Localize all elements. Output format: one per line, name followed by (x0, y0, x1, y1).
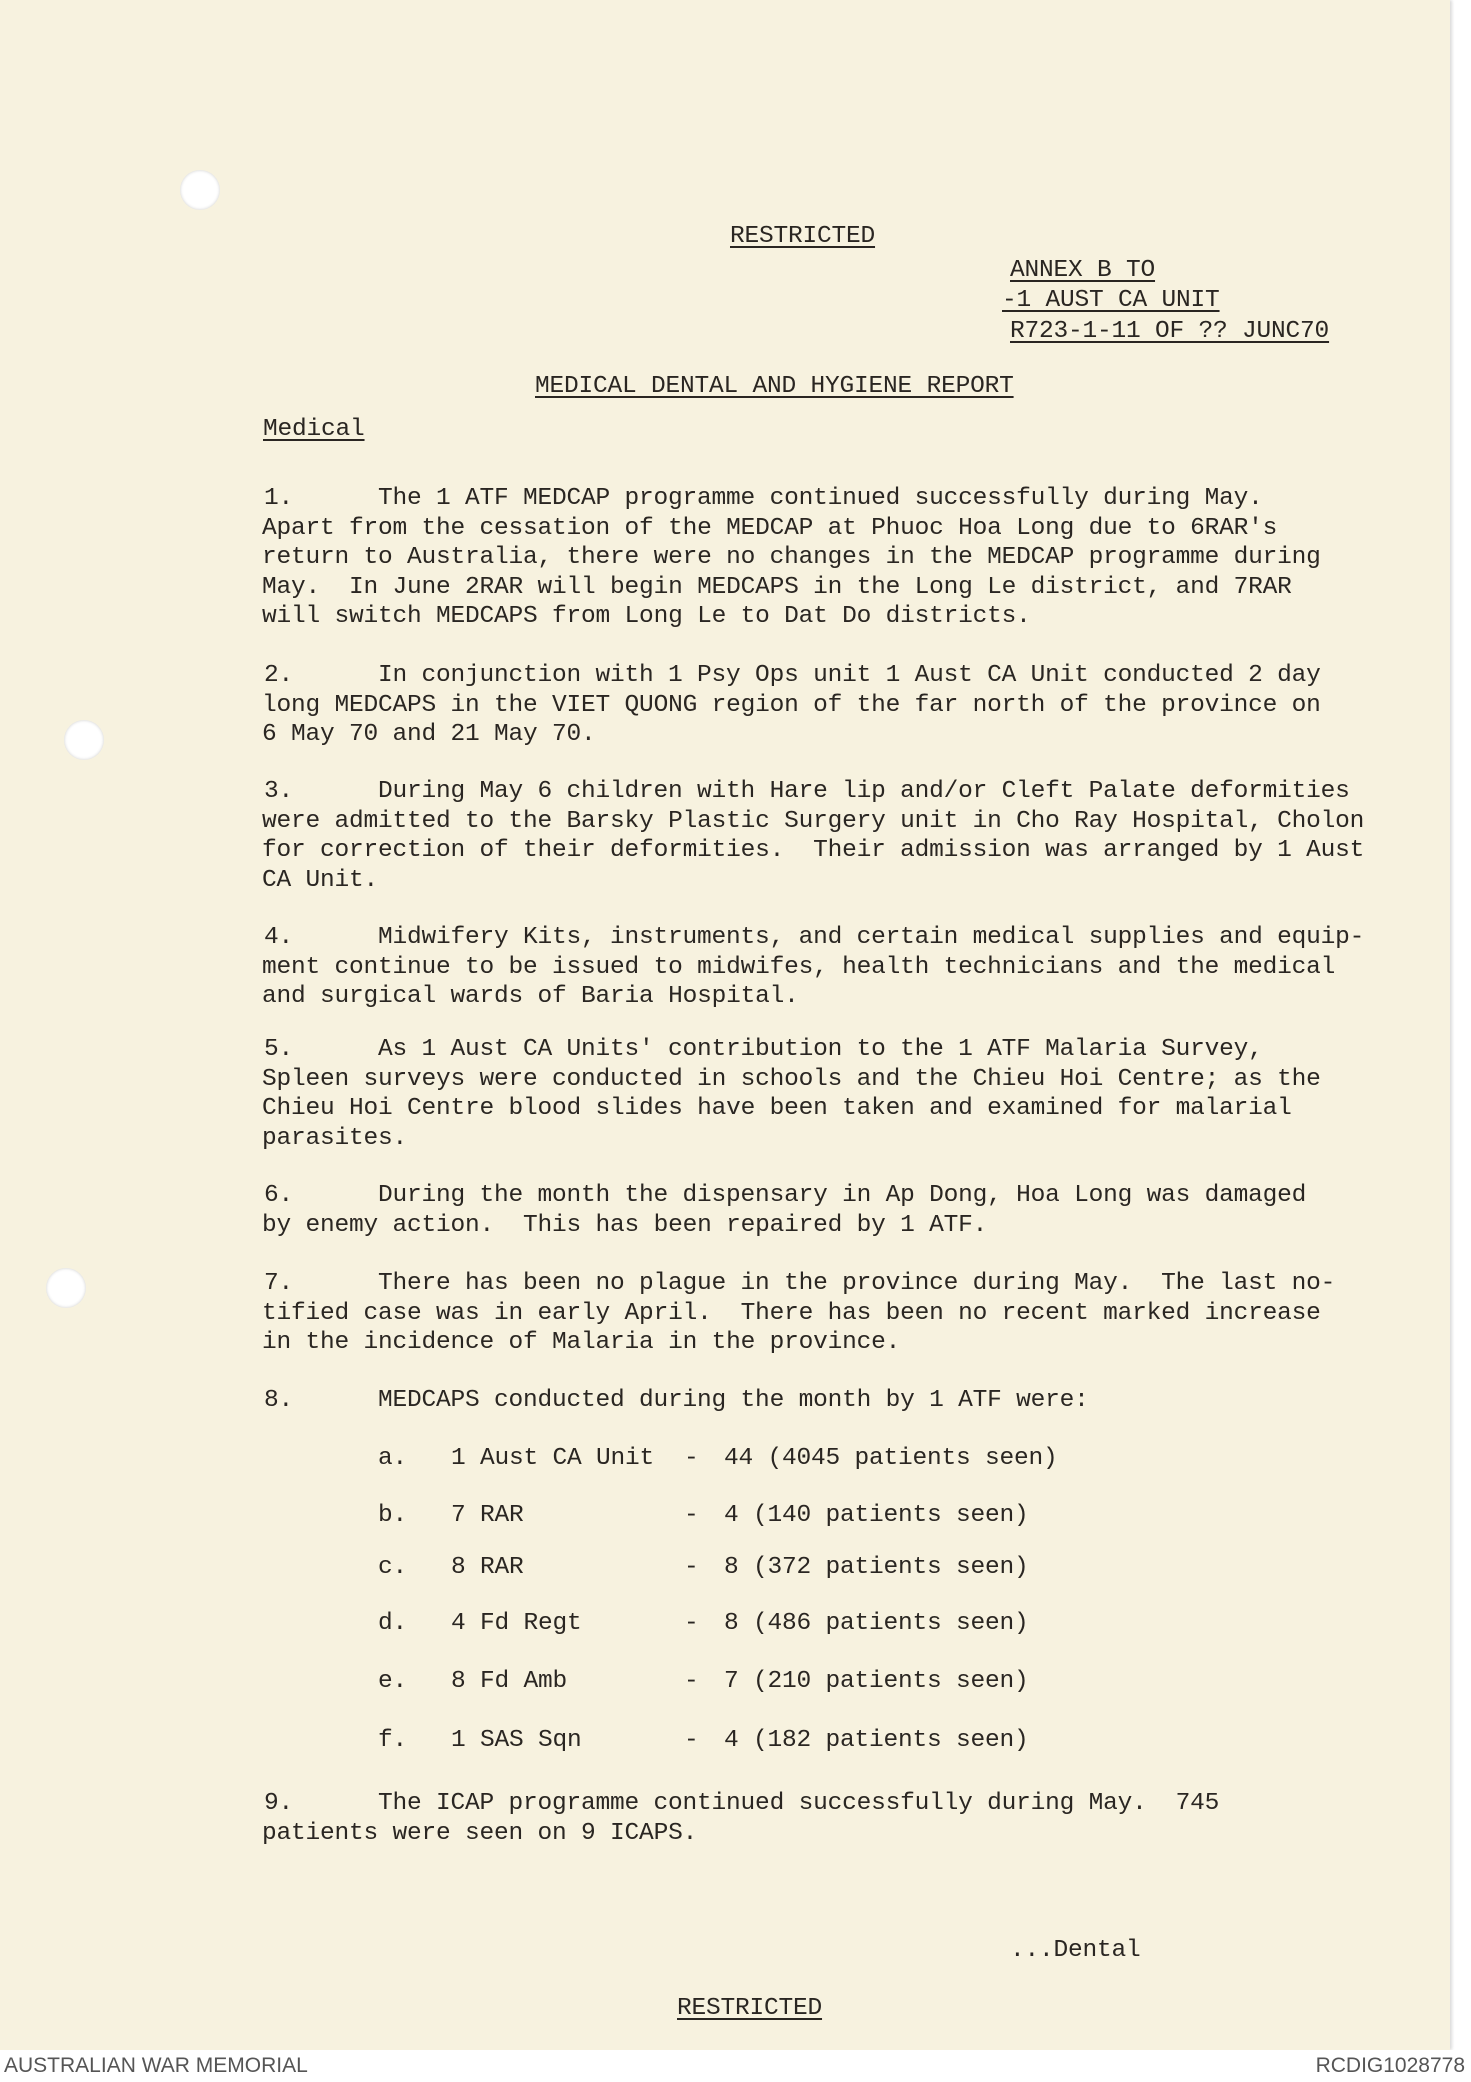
report-title: MEDICAL DENTAL AND HYGIENE REPORT (535, 373, 1014, 400)
separator-dash: - (684, 1610, 699, 1637)
paragraph-number: 7. (264, 1270, 294, 1297)
medcap-count: 44 (4045 patients seen) (724, 1445, 1058, 1472)
separator-dash: - (684, 1727, 699, 1754)
paragraph-number: 4. (264, 924, 294, 951)
paragraph-line: ment continue to be issued to midwifes, health technicians and the medical (262, 953, 1336, 981)
paragraph-line: 6 May 70 and 21 May 70. (262, 721, 596, 748)
medcap-count: 8 (486 patients seen) (724, 1610, 1029, 1637)
paragraph-number: 2. (264, 662, 294, 689)
paragraph-line: The 1 ATF MEDCAP programme continued successfully during May. (378, 485, 1263, 512)
paragraph-line: Apart from the cessation of the MEDCAP at Phuoc Hoa Long due to 6RAR's (262, 514, 1278, 542)
separator-dash: - (684, 1668, 699, 1695)
paragraph-line: As 1 Aust CA Units' contribution to the 1 ATF Malaria Survey, (378, 1036, 1263, 1063)
archive-name: AUSTRALIAN WAR MEMORIAL (4, 2054, 308, 2077)
paragraph-line: and surgical wards of Baria Hospital. (262, 983, 799, 1010)
paragraph-line: In conjunction with 1 Psy Ops unit 1 Aust CA Unit conducted 2 day (378, 662, 1321, 689)
punch-hole (180, 170, 220, 210)
record-id: RCDIG1028778 (1315, 2054, 1465, 2077)
paragraph-line: Chieu Hoi Centre blood slides have been taken and examined for malarial (262, 1095, 1292, 1122)
unit-name: 8 RAR (451, 1554, 524, 1581)
paragraph-number: 3. (264, 778, 294, 805)
item-letter: e. (378, 1668, 408, 1695)
separator-dash: - (684, 1502, 699, 1529)
item-letter: f. (378, 1727, 408, 1754)
paragraph-line: for correction of their deformities. Their admission was arranged by 1 Aust (262, 837, 1365, 864)
unit-name: 1 Aust CA Unit (451, 1445, 655, 1472)
paragraph-line: There has been no plague in the province during May. The last no- (378, 1270, 1336, 1297)
paragraph-line: will switch MEDCAPS from Long Le to Dat Do districts. (262, 603, 1031, 630)
paragraph-number: 8. (264, 1387, 294, 1414)
paragraph-line: MEDCAPS conducted during the month by 1 ATF were: (378, 1387, 1089, 1414)
paragraph-line: tified case was in early April. There has been no recent marked increase (262, 1299, 1321, 1327)
separator-dash: - (684, 1554, 699, 1581)
unit-name: 8 Fd Amb (451, 1668, 568, 1695)
paragraph-line: During May 6 children with Hare lip and/or Cleft Palate deformities (378, 778, 1350, 805)
annex-line: ANNEX B TO (1010, 257, 1156, 284)
paragraph-line: CA Unit. (262, 866, 379, 894)
section-heading: Medical (263, 416, 365, 443)
paragraph-line: Midwifery Kits, instruments, and certain medical supplies and equip- (378, 924, 1365, 951)
annex-line: R723-1-11 OF ?? JUNC70 (1010, 318, 1330, 345)
archive-footer (0, 2050, 1471, 2082)
annex-line: -1 AUST CA UNIT (1002, 287, 1220, 314)
punch-hole (64, 720, 104, 760)
paragraph-number: 5. (264, 1036, 294, 1063)
paragraph-line: parasites. (262, 1124, 408, 1152)
paragraph-line: by enemy action. This has been repaired by 1 ATF. (262, 1211, 988, 1239)
classification-bottom: RESTRICTED (677, 1995, 823, 2022)
unit-name: 4 Fd Regt (451, 1610, 582, 1637)
punch-hole (46, 1268, 86, 1308)
separator-dash: - (684, 1445, 699, 1472)
item-letter: b. (378, 1502, 408, 1529)
paragraph-line: patients were seen on 9 ICAPS. (262, 1819, 698, 1847)
paragraph-line: The ICAP programme continued successfully during May. 745 (378, 1790, 1220, 1817)
paragraph-line: During the month the dispensary in Ap Dong, Hoa Long was damaged (378, 1182, 1307, 1209)
medcap-count: 8 (372 patients seen) (724, 1554, 1029, 1581)
item-letter: a. (378, 1445, 408, 1472)
medcap-count: 4 (140 patients seen) (724, 1502, 1029, 1529)
paragraph-number: 6. (264, 1182, 294, 1209)
item-letter: d. (378, 1610, 408, 1637)
paragraph-number: 1. (264, 485, 294, 512)
paragraph-line: Spleen surveys were conducted in schools and the Chieu Hoi Centre; as the (262, 1065, 1321, 1093)
paragraph-line: May. In June 2RAR will begin MEDCAPS in the Long Le district, and 7RAR (262, 573, 1292, 601)
medcap-count: 4 (182 patients seen) (724, 1727, 1029, 1754)
paragraph-line: long MEDCAPS in the VIET QUONG region of the far north of the province on (262, 691, 1321, 719)
classification-top: RESTRICTED (730, 223, 876, 250)
paragraph-line: in the incidence of Malaria in the province. (262, 1329, 901, 1356)
medcap-count: 7 (210 patients seen) (724, 1668, 1029, 1695)
paragraph-line: return to Australia, there were no changes in the MEDCAP programme during (262, 544, 1321, 571)
unit-name: 7 RAR (451, 1502, 524, 1529)
paragraph-line: were admitted to the Barsky Plastic Surgery unit in Cho Ray Hospital, Cholon (262, 807, 1365, 835)
unit-name: 1 SAS Sqn (451, 1727, 582, 1754)
paragraph-number: 9. (264, 1790, 294, 1817)
continuation-text: ...Dental (1010, 1937, 1141, 1964)
item-letter: c. (378, 1554, 408, 1581)
